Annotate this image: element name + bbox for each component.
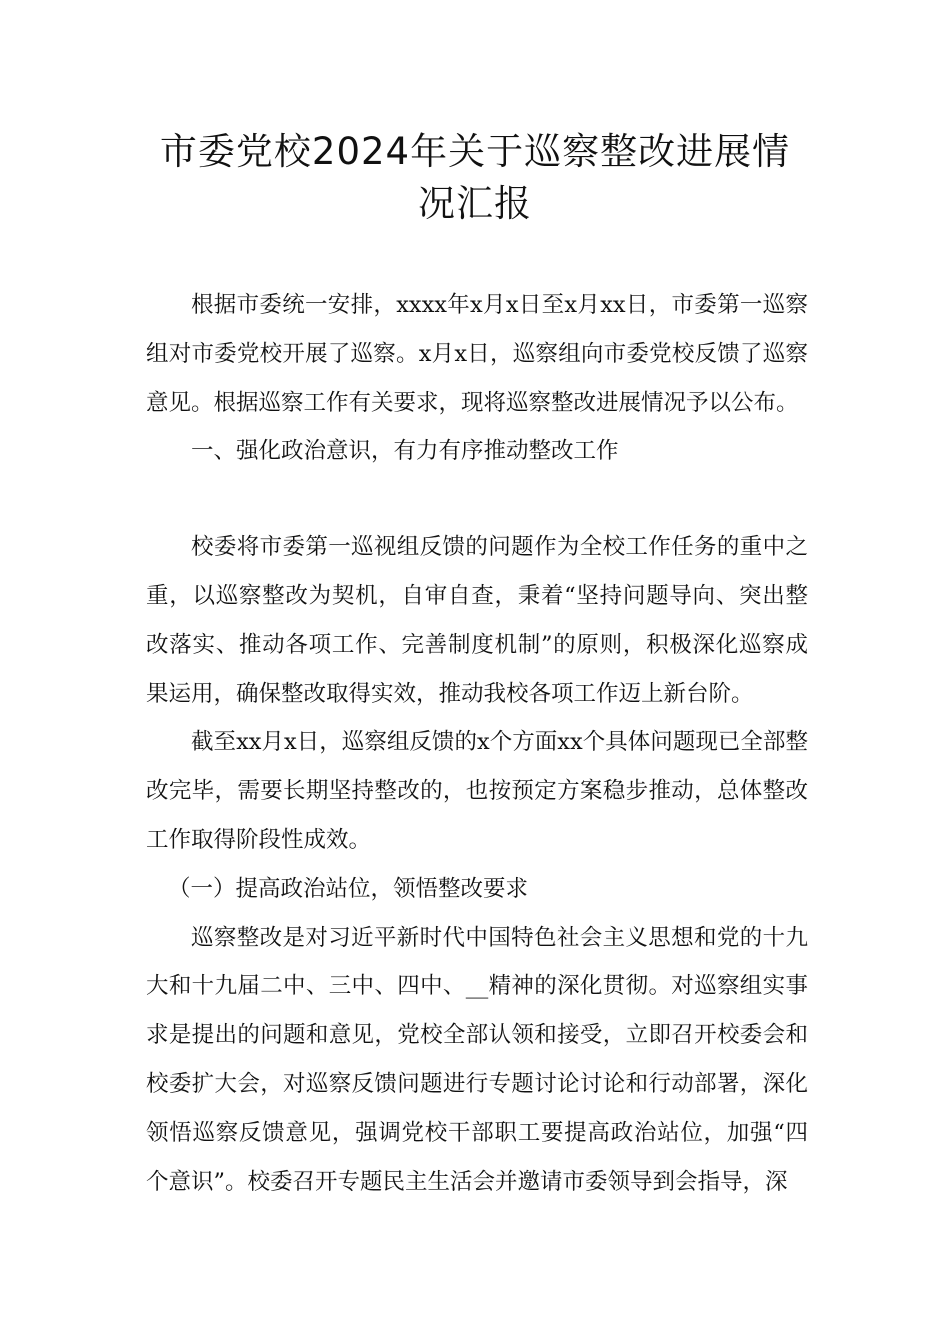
paragraph-intro: 根据市委统一安排，xxxx年x月x日至x月xx日，市委第一巡察组对市委党校开展了巡察。x月x日，巡察组向市委党校反馈了巡察意见。根据巡察工作有关要求，现将巡察整改进展情况予以公布。 — [146, 292, 808, 416]
paragraph-political-stance: 巡察整改是对习近平新时代中国特色社会主义思想和党的十九大和十九届二中、三中、四中、__精神的深化贯彻。对巡察组实事求是提出的问题和意见，党校全部认领和接受，立即召开校委会和校委扩大会，对巡察反馈问题进行专题讨论讨论和行动部署，深化领悟巡察反馈意见，强调党校干部职工要提高政治站位，加强“四个意识”。校委召开专题民主生活会并邀请市委领导到会指导，深 — [146, 924, 808, 1195]
paragraph-progress: 截至xx月x日，巡察组反馈的x个方面xx个具体问题现已全部整改完毕，需要长期坚持整改的，也按预定方案稳步推动，总体整改工作取得阶段性成效。 — [146, 729, 808, 853]
section-heading-1: 一、强化政治意识，有力有序推动整改工作 — [191, 438, 619, 465]
document-body — [146, 281, 808, 1206]
paragraph-rectification-principles: 校委将市委第一巡视组反馈的问题作为全校工作任务的重中之重，以巡察整改为契机，自审自查，秉着“坚持问题导向、突出整改落实、推动各项工作、完善制度机制”的原则，积极深化巡察成果运用，确保整改取得实效，推动我校各项工作迈上新台阶。 — [146, 534, 808, 707]
document-title-line-1: 市委党校2024年关于巡察整改进展情 — [159, 130, 791, 173]
subsection-heading-1: （一）提高政治站位，领悟整改要求 — [168, 875, 529, 902]
document-title — [140, 126, 810, 230]
document-title-line-2: 况汇报 — [418, 182, 532, 225]
